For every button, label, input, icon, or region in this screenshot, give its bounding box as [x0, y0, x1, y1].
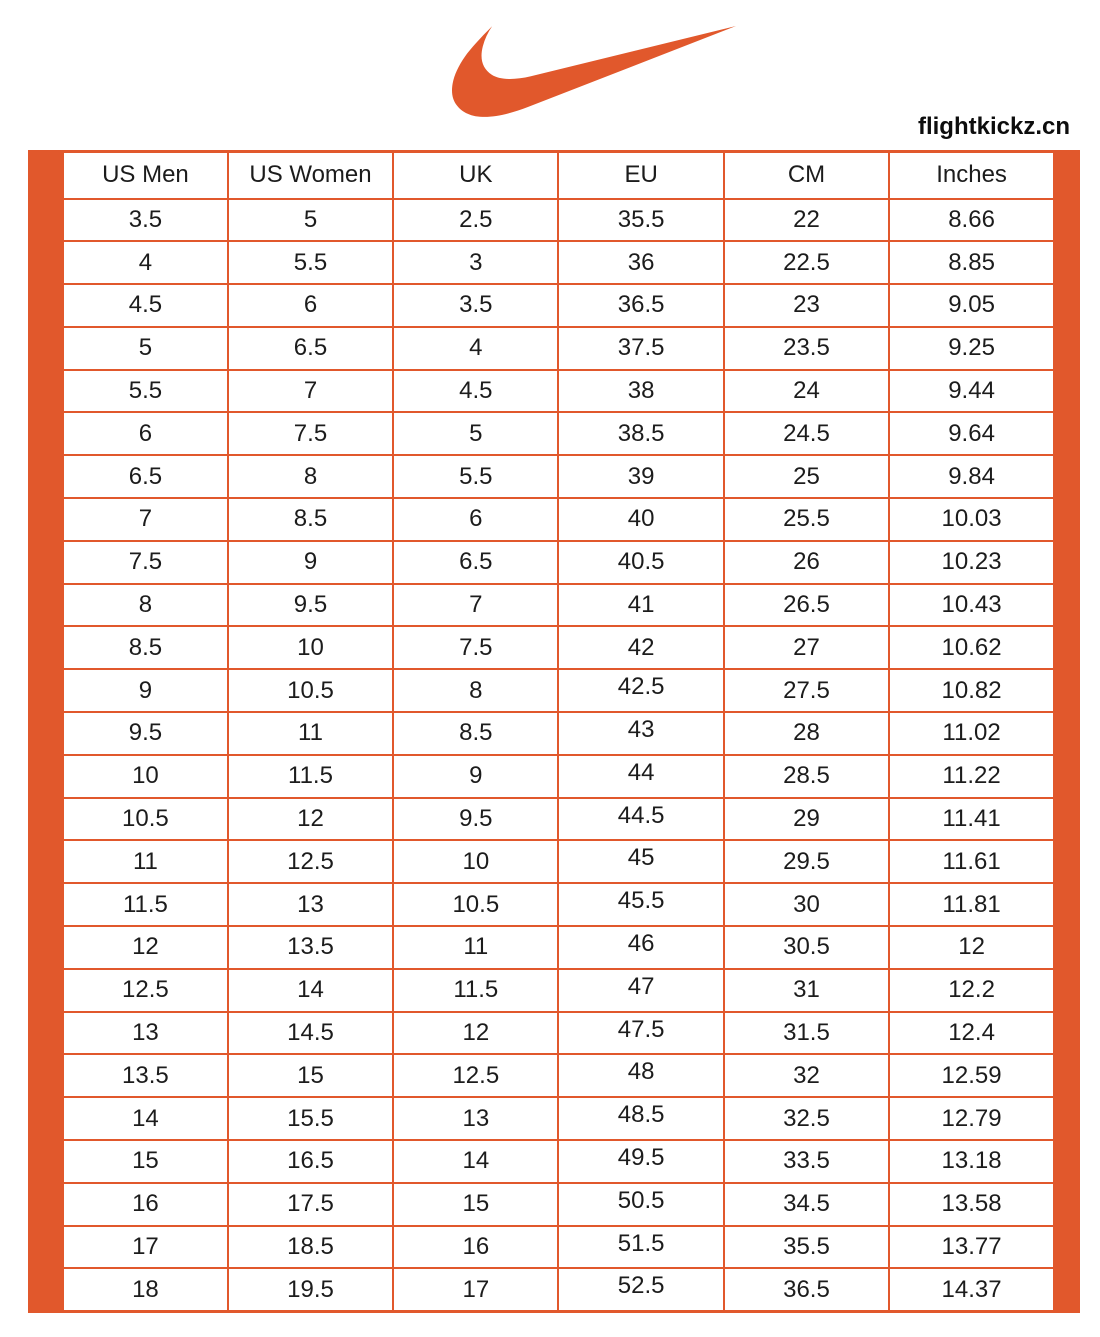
column-header: UK [393, 152, 558, 199]
size-cell: 12 [228, 798, 393, 841]
size-cell: 9.5 [393, 798, 558, 841]
table-body [63, 199, 1055, 1312]
size-cell: 13 [63, 1012, 228, 1055]
column-header: EU [558, 152, 723, 199]
size-cell: 13.5 [63, 1054, 228, 1097]
size-cell: 13.58 [889, 1183, 1054, 1226]
size-cell: 14 [393, 1140, 558, 1183]
size-cell: 8 [393, 669, 558, 712]
size-cell: 17 [393, 1268, 558, 1311]
size-cell: 7 [393, 584, 558, 627]
size-cell: 6 [63, 412, 228, 455]
size-cell: 10 [63, 755, 228, 798]
size-cell: 27.5 [724, 669, 889, 712]
size-cell: 47.5 [558, 1012, 723, 1055]
left-accent-bar [28, 150, 61, 1313]
size-cell: 3 [393, 241, 558, 284]
size-cell: 36.5 [724, 1268, 889, 1311]
column-header: CM [724, 152, 889, 199]
table-row [63, 1183, 1055, 1226]
size-cell: 15 [228, 1054, 393, 1097]
size-cell: 23.5 [724, 327, 889, 370]
size-cell: 38.5 [558, 412, 723, 455]
table-row [63, 498, 1055, 541]
size-cell: 42 [558, 626, 723, 669]
size-cell: 4 [63, 241, 228, 284]
size-cell: 14.5 [228, 1012, 393, 1055]
size-cell: 11.41 [889, 798, 1054, 841]
size-cell: 9.25 [889, 327, 1054, 370]
size-cell: 19.5 [228, 1268, 393, 1311]
size-chart-table [61, 150, 1056, 1313]
size-cell: 6 [393, 498, 558, 541]
size-cell: 35.5 [724, 1226, 889, 1269]
size-cell: 31.5 [724, 1012, 889, 1055]
size-cell: 10 [393, 840, 558, 883]
size-cell: 50.5 [558, 1183, 723, 1226]
size-cell: 7.5 [393, 626, 558, 669]
size-cell: 5.5 [63, 370, 228, 413]
table-row [63, 626, 1055, 669]
table-row [63, 969, 1055, 1012]
size-cell: 31 [724, 969, 889, 1012]
table-row [63, 1054, 1055, 1097]
size-cell: 23 [724, 284, 889, 327]
size-cell: 11 [228, 712, 393, 755]
size-cell: 5.5 [393, 455, 558, 498]
nike-swoosh-icon [452, 26, 736, 118]
size-cell: 25 [724, 455, 889, 498]
size-cell: 9 [393, 755, 558, 798]
header-row [63, 152, 1055, 199]
size-cell: 4.5 [393, 370, 558, 413]
size-cell: 15 [393, 1183, 558, 1226]
size-cell: 51.5 [558, 1226, 723, 1269]
size-cell: 44 [558, 755, 723, 798]
size-cell: 29.5 [724, 840, 889, 883]
table-row [63, 1097, 1055, 1140]
size-cell: 14.37 [889, 1268, 1054, 1311]
size-cell: 47 [558, 969, 723, 1012]
size-cell: 10.5 [228, 669, 393, 712]
size-cell: 41 [558, 584, 723, 627]
size-cell: 9.5 [63, 712, 228, 755]
table-row [63, 840, 1055, 883]
size-cell: 13.77 [889, 1226, 1054, 1269]
size-cell: 8 [228, 455, 393, 498]
size-cell: 15 [63, 1140, 228, 1183]
size-cell: 11.22 [889, 755, 1054, 798]
size-cell: 33.5 [724, 1140, 889, 1183]
size-cell: 42.5 [558, 669, 723, 712]
size-cell: 4.5 [63, 284, 228, 327]
size-cell: 11.81 [889, 883, 1054, 926]
column-header: US Men [63, 152, 228, 199]
size-cell: 8.5 [63, 626, 228, 669]
size-cell: 16 [63, 1183, 228, 1226]
size-cell: 11.02 [889, 712, 1054, 755]
size-cell: 2.5 [393, 199, 558, 242]
size-cell: 38 [558, 370, 723, 413]
size-cell: 3.5 [63, 199, 228, 242]
size-cell: 17 [63, 1226, 228, 1269]
size-cell: 8.5 [228, 498, 393, 541]
table-row [63, 798, 1055, 841]
size-cell: 30.5 [724, 926, 889, 969]
table-row [63, 926, 1055, 969]
table-row [63, 241, 1055, 284]
size-cell: 9 [63, 669, 228, 712]
table-row [63, 541, 1055, 584]
size-cell: 12.5 [63, 969, 228, 1012]
size-cell: 7.5 [228, 412, 393, 455]
size-cell: 7 [228, 370, 393, 413]
size-cell: 13.18 [889, 1140, 1054, 1183]
table-row [63, 712, 1055, 755]
size-cell: 11.5 [63, 883, 228, 926]
size-cell: 13 [393, 1097, 558, 1140]
size-cell: 12.5 [393, 1054, 558, 1097]
size-cell: 11 [63, 840, 228, 883]
table-row [63, 1268, 1055, 1311]
size-cell: 40 [558, 498, 723, 541]
right-accent-bar [1056, 150, 1080, 1313]
size-cell: 24 [724, 370, 889, 413]
size-cell: 12 [393, 1012, 558, 1055]
size-cell: 12.79 [889, 1097, 1054, 1140]
size-cell: 11 [393, 926, 558, 969]
size-cell: 12 [889, 926, 1054, 969]
size-cell: 13.5 [228, 926, 393, 969]
size-cell: 39 [558, 455, 723, 498]
size-cell: 36 [558, 241, 723, 284]
size-cell: 28.5 [724, 755, 889, 798]
size-cell: 27 [724, 626, 889, 669]
size-cell: 10.03 [889, 498, 1054, 541]
size-cell: 32.5 [724, 1097, 889, 1140]
table-row [63, 284, 1055, 327]
size-cell: 16.5 [228, 1140, 393, 1183]
size-cell: 22.5 [724, 241, 889, 284]
size-cell: 49.5 [558, 1140, 723, 1183]
size-cell: 48.5 [558, 1097, 723, 1140]
size-cell: 8.66 [889, 199, 1054, 242]
size-cell: 15.5 [228, 1097, 393, 1140]
size-cell: 3.5 [393, 284, 558, 327]
size-cell: 10.5 [393, 883, 558, 926]
size-cell: 36.5 [558, 284, 723, 327]
size-cell: 9.64 [889, 412, 1054, 455]
table-row [63, 199, 1055, 242]
size-cell: 26 [724, 541, 889, 584]
size-cell: 24.5 [724, 412, 889, 455]
size-cell: 12 [63, 926, 228, 969]
size-cell: 28 [724, 712, 889, 755]
size-cell: 11.5 [228, 755, 393, 798]
size-cell: 22 [724, 199, 889, 242]
size-cell: 29 [724, 798, 889, 841]
size-cell: 7.5 [63, 541, 228, 584]
size-cell: 14 [63, 1097, 228, 1140]
table-row [63, 755, 1055, 798]
site-watermark: flightkickz.cn [917, 113, 1070, 140]
column-header: US Women [228, 152, 393, 199]
size-cell: 10.62 [889, 626, 1054, 669]
table-row [63, 669, 1055, 712]
table-row [63, 370, 1055, 413]
size-cell: 40.5 [558, 541, 723, 584]
size-cell: 26.5 [724, 584, 889, 627]
size-cell: 9 [228, 541, 393, 584]
size-cell: 10.82 [889, 669, 1054, 712]
size-cell: 6 [228, 284, 393, 327]
table-row [63, 412, 1055, 455]
size-cell: 5.5 [228, 241, 393, 284]
table-row [63, 1140, 1055, 1183]
size-cell: 46 [558, 926, 723, 969]
size-cell: 5 [393, 412, 558, 455]
size-cell: 14 [228, 969, 393, 1012]
size-cell: 30 [724, 883, 889, 926]
size-cell: 9.44 [889, 370, 1054, 413]
size-cell: 8.85 [889, 241, 1054, 284]
table-row [63, 1226, 1055, 1269]
size-cell: 12.2 [889, 969, 1054, 1012]
size-cell: 12.5 [228, 840, 393, 883]
table-row [63, 883, 1055, 926]
size-cell: 52.5 [558, 1268, 723, 1311]
size-cell: 48 [558, 1054, 723, 1097]
size-cell: 9.84 [889, 455, 1054, 498]
size-cell: 32 [724, 1054, 889, 1097]
size-cell: 45.5 [558, 883, 723, 926]
size-cell: 6.5 [393, 541, 558, 584]
size-cell: 45 [558, 840, 723, 883]
size-cell: 43 [558, 712, 723, 755]
table-row [63, 1012, 1055, 1055]
size-cell: 12.59 [889, 1054, 1054, 1097]
table-row [63, 584, 1055, 627]
size-cell: 7 [63, 498, 228, 541]
table-row [63, 455, 1055, 498]
size-cell: 10.43 [889, 584, 1054, 627]
size-cell: 25.5 [724, 498, 889, 541]
size-cell: 4 [393, 327, 558, 370]
size-cell: 9.5 [228, 584, 393, 627]
size-cell: 37.5 [558, 327, 723, 370]
size-cell: 35.5 [558, 199, 723, 242]
size-cell: 10.23 [889, 541, 1054, 584]
size-cell: 8.5 [393, 712, 558, 755]
size-cell: 8 [63, 584, 228, 627]
size-cell: 18 [63, 1268, 228, 1311]
size-cell: 6.5 [63, 455, 228, 498]
size-cell: 9.05 [889, 284, 1054, 327]
size-cell: 5 [228, 199, 393, 242]
size-cell: 18.5 [228, 1226, 393, 1269]
size-cell: 11.61 [889, 840, 1054, 883]
size-cell: 6.5 [228, 327, 393, 370]
size-cell: 12.4 [889, 1012, 1054, 1055]
size-cell: 13 [228, 883, 393, 926]
size-cell: 44.5 [558, 798, 723, 841]
size-cell: 17.5 [228, 1183, 393, 1226]
size-cell: 11.5 [393, 969, 558, 1012]
table-row [63, 327, 1055, 370]
size-cell: 5 [63, 327, 228, 370]
column-header: Inches [889, 152, 1054, 199]
size-cell: 10 [228, 626, 393, 669]
nike-swoosh-icon [452, 26, 736, 118]
size-cell: 16 [393, 1226, 558, 1269]
size-cell: 10.5 [63, 798, 228, 841]
size-cell: 34.5 [724, 1183, 889, 1226]
